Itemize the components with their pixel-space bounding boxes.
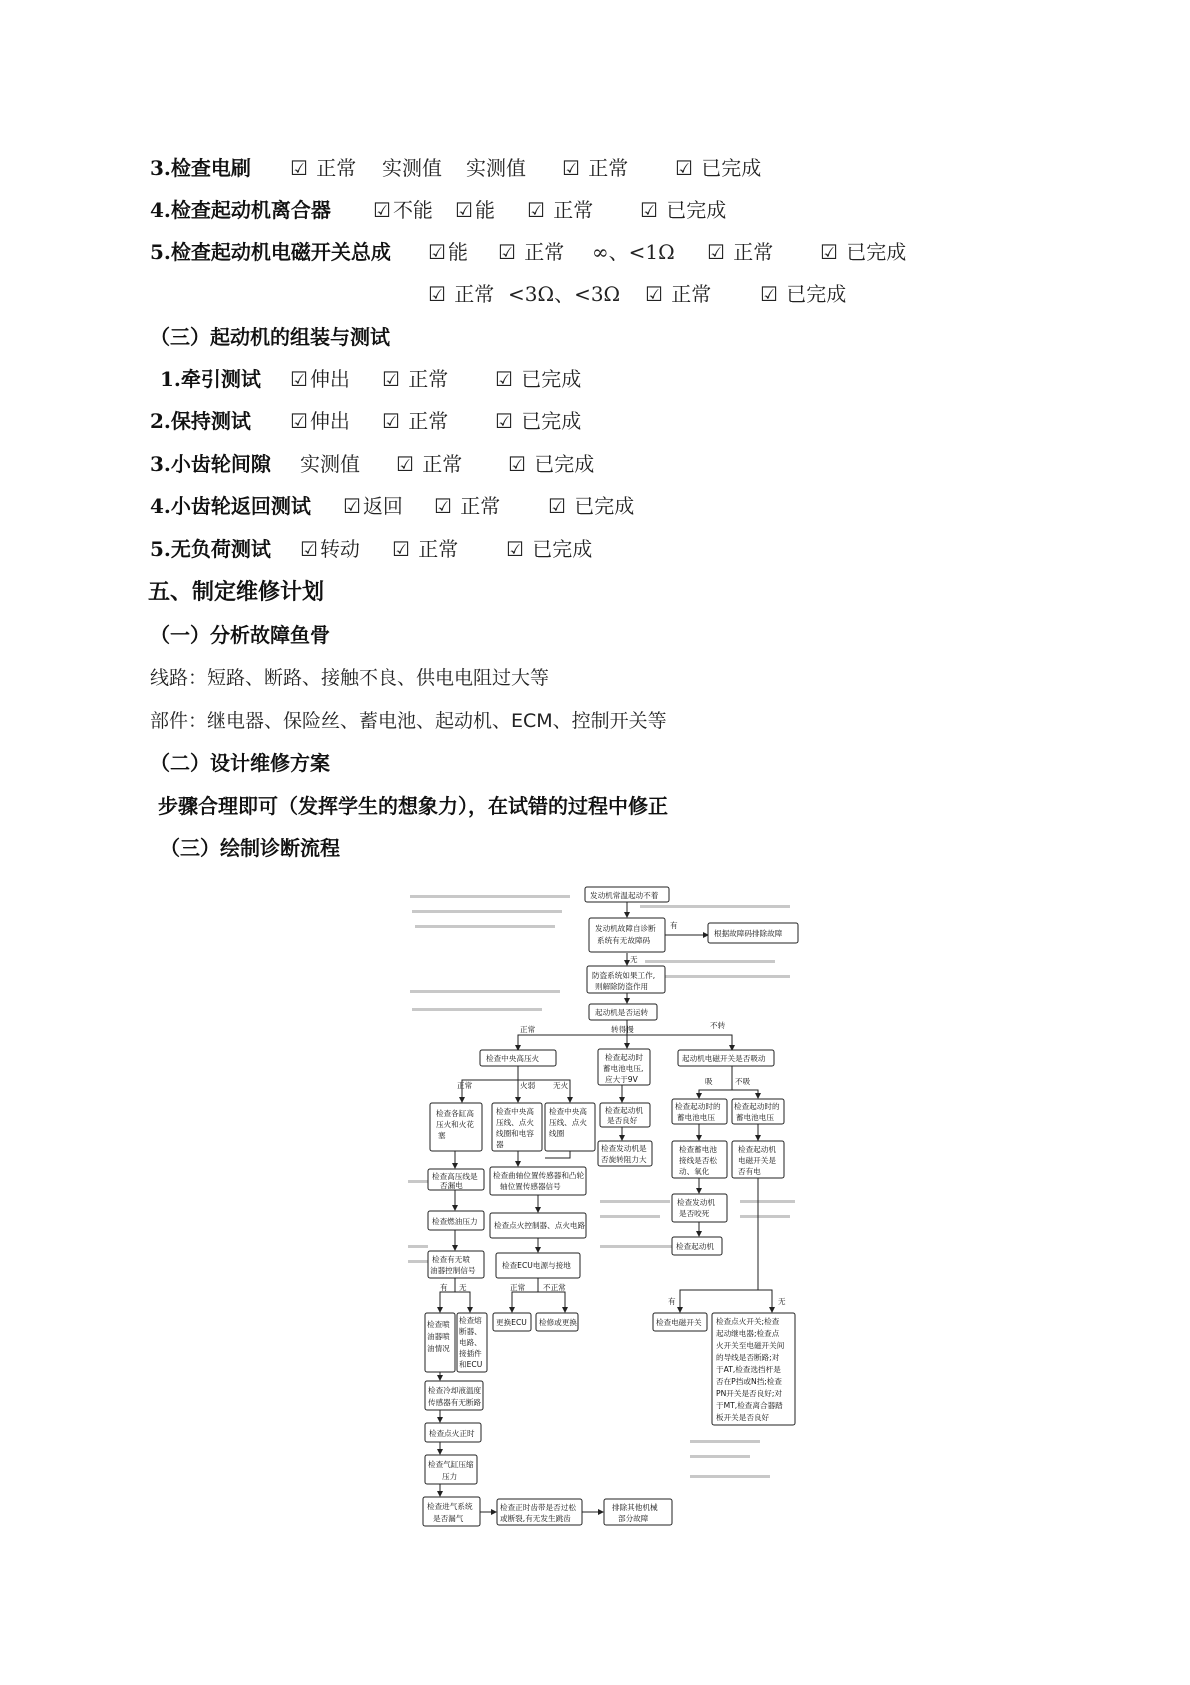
node-battery-start-2 (732, 1099, 784, 1124)
svg-text:检查起动机: 检查起动机 (605, 1106, 643, 1115)
row-solenoid-c4: ☑ 正常 (707, 240, 774, 264)
svg-text:发动机常温起动不着: 发动机常温起动不着 (590, 891, 659, 900)
test-c3: ☑ 已完成 (506, 537, 593, 561)
svg-text:油器喷: 油器喷 (427, 1332, 450, 1341)
label-normal: 正常 (520, 1025, 536, 1034)
label-abnormal: 不正常 (543, 1283, 566, 1292)
edge (699, 1066, 732, 1098)
svg-text:是否漏气: 是否漏气 (433, 1514, 464, 1523)
checkbox-checked-icon: ☑ (434, 494, 452, 518)
svg-text:检查起动机: 检查起动机 (676, 1242, 714, 1251)
test-c3: ☑ 已完成 (508, 452, 595, 476)
test-label: 3.小齿轮间隙 (150, 452, 271, 476)
svg-text:电磁开关是: 电磁开关是 (738, 1156, 776, 1165)
svg-text:接插件: 接插件 (459, 1349, 482, 1358)
checkbox-checked-icon: ☑ (508, 452, 526, 476)
node-coil (545, 1103, 595, 1151)
svg-text:根据故障码排除故障: 根据故障码排除故障 (714, 929, 783, 938)
test-c2: ☑ 正常 (396, 452, 463, 476)
svg-text:检查起动机: 检查起动机 (738, 1145, 776, 1154)
svg-text:电路、: 电路、 (459, 1338, 482, 1347)
test-c1: 实测值 (300, 452, 360, 476)
row-brush-c1: ☑ 正常 (290, 156, 357, 180)
svg-text:压力: 压力 (442, 1472, 458, 1481)
label-normal-3: 正常 (510, 1283, 526, 1292)
svg-text:系统有无故障码: 系统有无故障码 (597, 936, 651, 945)
node-ecu-power (496, 1253, 580, 1278)
node-ignition-switch (712, 1313, 795, 1425)
svg-text:油器控制信号: 油器控制信号 (430, 1266, 476, 1275)
checkbox-checked-icon: ☑ (290, 367, 308, 391)
test-c2: ☑ 正常 (382, 367, 449, 391)
label-no-turn: 不转 (710, 1021, 726, 1030)
node-crank-cam-sensor (490, 1167, 586, 1195)
test-label: 4.小齿轮返回测试 (150, 494, 311, 518)
edge (538, 1292, 565, 1312)
svg-text:检查正时齿带是否过松: 检查正时齿带是否过松 (500, 1503, 576, 1512)
row-clutch-c3: ☑ 正常 (527, 198, 594, 222)
svg-text:检查蓄电池: 检查蓄电池 (679, 1145, 717, 1154)
node-clear-codes (708, 923, 798, 943)
row-brush-c4: ☑ 正常 (562, 156, 629, 180)
checkbox-checked-icon: ☑ (548, 494, 566, 518)
checkbox-checked-icon: ☑ (495, 367, 513, 391)
checkbox-checked-icon: ☑ (527, 198, 545, 222)
test-label: 1.牵引测试 (160, 367, 261, 391)
checkbox-checked-icon: ☑ (382, 367, 400, 391)
svg-text:PN开关是否良好;对: PN开关是否良好;对 (716, 1389, 782, 1398)
diagnosis-flowchart (405, 868, 805, 1538)
node-check-solenoid (653, 1313, 707, 1331)
checkbox-checked-icon: ☑ (707, 240, 725, 264)
svg-text:否有电: 否有电 (738, 1167, 761, 1176)
node-battery-voltage (598, 1049, 650, 1085)
svg-text:板开关是否良好: 板开关是否良好 (716, 1413, 770, 1422)
edge (732, 1090, 758, 1098)
test-c1: ☑ 伸出 (290, 367, 350, 391)
svg-text:检查发动机: 检查发动机 (677, 1198, 715, 1207)
node-plugs (430, 1103, 482, 1151)
label-you-3: 有 (668, 1297, 676, 1306)
svg-text:压线、点火: 压线、点火 (496, 1118, 534, 1127)
subheading-design-plan: （二）设计维修方案 (150, 751, 330, 775)
test-c3: ☑ 已完成 (495, 367, 582, 391)
svg-text:检修或更换: 检修或更换 (539, 1318, 577, 1327)
svg-text:起动继电器;检查点: 起动继电器;检查点 (716, 1329, 780, 1338)
node-antitheft (587, 966, 665, 993)
label-you-2: 有 (440, 1283, 448, 1292)
row-clutch-label: 4.检查起动机离合器 (150, 198, 331, 222)
row-brush-c2: 实测值 (382, 156, 442, 180)
row-solenoid-c1: ☑ 能 (428, 240, 468, 264)
row-solenoid2-c4: ☑ 已完成 (760, 282, 847, 306)
node-engine-resist (598, 1141, 652, 1166)
svg-text:检查有无喷: 检查有无喷 (432, 1255, 470, 1264)
test-c1: ☑ 转动 (300, 537, 360, 561)
row-solenoid-c3: ∞、<1Ω (592, 240, 675, 264)
checkbox-checked-icon: ☑ (506, 537, 524, 561)
subheading-fishbone: （一）分析故障鱼骨 (150, 623, 330, 647)
row-solenoid-c2: ☑ 正常 (498, 240, 565, 264)
node-battery-terminal (672, 1141, 727, 1178)
checkbox-checked-icon: ☑ (428, 282, 446, 306)
test-label: 2.保持测试 (150, 409, 251, 433)
svg-text:检查ECU电源与接地: 检查ECU电源与接地 (502, 1261, 571, 1270)
node-compression (425, 1455, 477, 1484)
svg-text:火开关至电磁开关间: 火开关至电磁开关间 (716, 1341, 785, 1350)
node-self-diagnosis (589, 918, 665, 952)
svg-text:检查高压线是: 检查高压线是 (432, 1172, 478, 1181)
row-clutch-c1: ☑ 不能 (373, 198, 433, 222)
svg-text:蓄电池电压: 蓄电池电压 (677, 1113, 715, 1122)
checkbox-checked-icon: ☑ (343, 494, 361, 518)
checkbox-checked-icon: ☑ (760, 282, 778, 306)
svg-text:起动机是否运转: 起动机是否运转 (595, 1008, 649, 1017)
node-starter-ok (600, 1103, 650, 1127)
node-intake-leak (423, 1497, 480, 1526)
checkbox-checked-icon: ☑ (396, 452, 414, 476)
checkbox-checked-icon: ☑ (300, 537, 318, 561)
svg-text:检查燃油压力: 检查燃油压力 (432, 1217, 478, 1226)
svg-text:器: 器 (496, 1140, 504, 1149)
svg-text:塞: 塞 (438, 1131, 446, 1140)
row-solenoid2-c3: ☑ 正常 (645, 282, 712, 306)
svg-text:检查点火开关;检查: 检查点火开关;检查 (716, 1317, 780, 1326)
svg-text:检查曲轴位置传感器和凸轮: 检查曲轴位置传感器和凸轮 (493, 1171, 585, 1180)
svg-text:更换ECU: 更换ECU (496, 1318, 527, 1327)
section-title-assembly: （三）起动机的组装与测试 (150, 325, 390, 349)
node-fuse-circuit (457, 1313, 487, 1372)
label-slow: 转得慢 (611, 1025, 634, 1034)
label-wu: 无 (630, 955, 638, 964)
node-check-starter (672, 1237, 722, 1255)
checkbox-checked-icon: ☑ (455, 198, 473, 222)
row-clutch-c4: ☑ 已完成 (640, 198, 727, 222)
svg-text:断器、: 断器、 (459, 1327, 482, 1336)
svg-text:否在P挡或N挡;检查: 否在P挡或N挡;检查 (716, 1377, 782, 1386)
svg-text:起动机电磁开关是否吸动: 起动机电磁开关是否吸动 (682, 1054, 766, 1063)
edge (758, 1290, 772, 1312)
checkbox-checked-icon: ☑ (290, 156, 308, 180)
checkbox-checked-icon: ☑ (382, 409, 400, 433)
svg-text:于AT,检查选挡杆是: 于AT,检查选挡杆是 (716, 1365, 781, 1374)
checkbox-checked-icon: ☑ (392, 537, 410, 561)
test-c3: ☑ 已完成 (495, 409, 582, 433)
node-battery-start-1 (672, 1099, 727, 1124)
svg-text:压线、点火: 压线、点火 (549, 1118, 587, 1127)
node-other-mechanical (604, 1499, 672, 1525)
checkbox-checked-icon: ☑ (675, 156, 693, 180)
svg-text:蓄电池电压: 蓄电池电压 (736, 1113, 774, 1122)
svg-text:检查进气系统: 检查进气系统 (427, 1502, 473, 1511)
svg-text:检查中央高压火: 检查中央高压火 (486, 1054, 540, 1063)
label-no-pull: 不吸 (735, 1077, 751, 1086)
row-solenoid-c5: ☑ 已完成 (820, 240, 907, 264)
svg-text:检查点火控制器、点火电路: 检查点火控制器、点火电路 (494, 1221, 586, 1230)
svg-text:动、氧化: 动、氧化 (679, 1167, 710, 1176)
text-circuit-faults: 线路：短路、断路、接触不良、供电电阻过大等 (150, 667, 550, 689)
checkbox-checked-icon: ☑ (645, 282, 663, 306)
test-c2: ☑ 正常 (434, 494, 501, 518)
svg-text:检查气缸压缩: 检查气缸压缩 (428, 1460, 474, 1469)
node-injector-signal (428, 1251, 484, 1278)
checkbox-checked-icon: ☑ (373, 198, 391, 222)
label-no-spark: 无火 (553, 1081, 569, 1090)
svg-text:否旋转阻力大: 否旋转阻力大 (601, 1155, 647, 1164)
flow-nodes (423, 887, 798, 1526)
row-brush-c5: ☑ 已完成 (675, 156, 762, 180)
heading-repair-plan: 五、制定维修计划 (148, 580, 325, 605)
row-solenoid-label: 5.检查起动机电磁开关总成 (150, 240, 391, 264)
subheading-diagnosis-flow: （三）绘制诊断流程 (160, 836, 340, 860)
node-hv-leak (428, 1169, 484, 1190)
svg-text:线圈: 线圈 (549, 1129, 565, 1138)
svg-text:蓄电池电压,: 蓄电池电压, (603, 1064, 644, 1073)
checkbox-checked-icon: ☑ (820, 240, 838, 264)
test-c1: ☑ 返回 (343, 494, 403, 518)
checkbox-checked-icon: ☑ (498, 240, 516, 264)
row-solenoid2-c1: ☑ 正常 (428, 282, 495, 306)
test-c3: ☑ 已完成 (548, 494, 635, 518)
svg-text:于MT,检查离合器踏: 于MT,检查离合器踏 (716, 1401, 783, 1410)
node-coolant-sensor (425, 1381, 483, 1410)
node-starter-turns (589, 1004, 657, 1020)
node-ignition-control (490, 1213, 586, 1238)
label-normal-2: 正常 (457, 1081, 473, 1090)
svg-text:则解除防盗作用: 则解除防盗作用 (595, 982, 649, 991)
row-brush-c3: 实测值 (466, 156, 526, 180)
svg-text:检查各缸高: 检查各缸高 (436, 1109, 474, 1118)
node-replace-ecu (493, 1313, 531, 1331)
svg-text:检查点火正时: 检查点火正时 (429, 1429, 475, 1438)
row-clutch-c2: ☑ 能 (455, 198, 495, 222)
test-c1: ☑ 伸出 (290, 409, 350, 433)
row-solenoid2-c2: <3Ω、<3Ω (508, 282, 621, 306)
test-label: 5.无负荷测试 (150, 537, 271, 561)
node-injector-spray (425, 1313, 455, 1372)
svg-text:检查熔: 检查熔 (459, 1316, 482, 1325)
node-start (585, 887, 669, 902)
svg-text:检查中央高: 检查中央高 (549, 1107, 587, 1116)
label-wu-3: 无 (778, 1297, 786, 1306)
node-solenoid-power (732, 1141, 784, 1178)
row-brush-label: 3.检查电刷 (150, 156, 251, 180)
label-wu-2: 无 (459, 1283, 467, 1292)
node-central-spark (480, 1050, 556, 1066)
checkbox-checked-icon: ☑ (640, 198, 658, 222)
label-you: 有 (670, 921, 678, 930)
svg-text:否漏电: 否漏电 (440, 1181, 463, 1190)
node-repair-replace (536, 1313, 578, 1331)
svg-text:的导线是否断路;对: 的导线是否断路;对 (716, 1353, 780, 1362)
checkbox-checked-icon: ☑ (428, 240, 446, 264)
svg-text:检查起动时的: 检查起动时的 (734, 1102, 780, 1111)
svg-text:压火和火花: 压火和火花 (436, 1120, 474, 1129)
svg-text:应大于9V: 应大于9V (605, 1075, 638, 1084)
svg-text:线圈和电容: 线圈和电容 (496, 1129, 534, 1138)
svg-text:或断裂,有无发生跳齿: 或断裂,有无发生跳齿 (500, 1514, 571, 1523)
svg-text:检查冷却液温度: 检查冷却液温度 (428, 1386, 482, 1395)
svg-text:部分故障: 部分故障 (618, 1514, 649, 1523)
edge (455, 1292, 470, 1312)
edge (545, 1151, 570, 1158)
checkbox-checked-icon: ☑ (290, 409, 308, 433)
svg-text:轴位置传感器信号: 轴位置传感器信号 (500, 1182, 561, 1191)
svg-text:检查喷: 检查喷 (427, 1320, 450, 1329)
svg-text:检查起动时的: 检查起动时的 (675, 1102, 721, 1111)
svg-text:是否咬死: 是否咬死 (679, 1209, 710, 1218)
node-solenoid-pull (678, 1050, 774, 1066)
node-engine-seized (672, 1194, 727, 1222)
svg-text:是否良好: 是否良好 (607, 1116, 638, 1125)
text-steps-note: 步骤合理即可（发挥学生的想象力），在试错的过程中修正 (158, 794, 668, 818)
label-pull: 吸 (705, 1077, 713, 1086)
svg-text:防盗系统如果工作,: 防盗系统如果工作, (592, 971, 656, 980)
node-ignition-timing (425, 1423, 481, 1442)
svg-text:检查起动时: 检查起动时 (605, 1053, 643, 1062)
test-c2: ☑ 正常 (382, 409, 449, 433)
node-coil-capacitor (492, 1103, 542, 1151)
checkbox-checked-icon: ☑ (562, 156, 580, 180)
label-weak-spark: 火弱 (520, 1081, 536, 1090)
svg-text:检查发动机是: 检查发动机是 (601, 1144, 647, 1153)
test-c2: ☑ 正常 (392, 537, 459, 561)
svg-text:油情况: 油情况 (427, 1344, 450, 1353)
text-component-faults: 部件：继电器、保险丝、蓄电池、起动机、ECM、控制开关等 (150, 710, 667, 732)
svg-text:检查中央高: 检查中央高 (496, 1107, 534, 1116)
svg-text:传感器有无断路: 传感器有无断路 (428, 1398, 482, 1407)
node-timing-belt (497, 1499, 582, 1525)
svg-text:发动机故障自诊断: 发动机故障自诊断 (595, 924, 656, 933)
checkbox-checked-icon: ☑ (495, 409, 513, 433)
edge (627, 1035, 732, 1050)
svg-text:和ECU: 和ECU (459, 1360, 483, 1369)
node-fuel-pressure (428, 1211, 484, 1230)
svg-text:检查电磁开关: 检查电磁开关 (656, 1318, 702, 1327)
svg-text:排除其他机械: 排除其他机械 (612, 1503, 658, 1512)
svg-text:接线是否松: 接线是否松 (679, 1156, 717, 1165)
